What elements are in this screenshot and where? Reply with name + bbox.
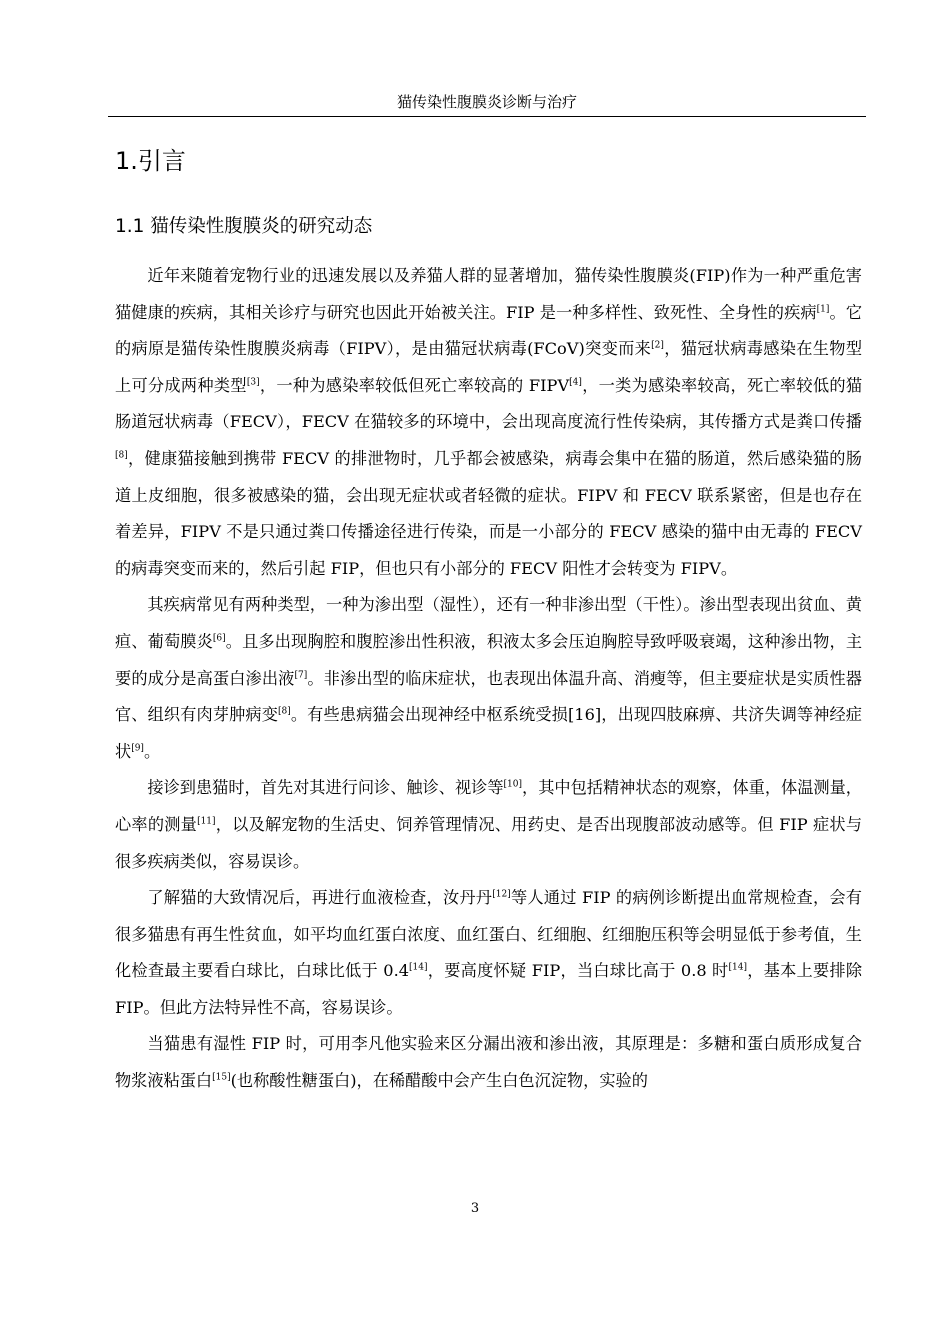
citation-marker: [3] [246,377,260,388]
citation-marker: [11] [197,816,216,827]
paragraph-text: ，其中包括精神状态的观察，体重，体温测量，心率的测量 [115,778,862,834]
paragraph-text: ，健康猫接触到携带 FECV 的排泄物时，几乎都会被感染，病毒会集中在猫的肠道，然后感染猫的肠道上皮细胞，很多被感染的猫，会出现无症状或者轻微的症状。FIPV 和 FECV 联系紧密，但是也存在着差异，FIPV 不是只通过粪口传播途径进行传染，而是一小部分的 FECV 感染的猫中由无毒的 FECV 的病毒突变而来的，然后引起 FIP，但也只有小部分的 FECV 阳性才会转变为 FIPV。 [115,448,862,578]
paragraph-text: ，要高度怀疑 FIP，当白球比高于 0.8 时 [427,961,729,981]
subsection-heading: 1.1 猫传染性腹膜炎的研究动态 [115,216,373,237]
citation-marker: [8] [115,450,128,461]
paragraph-text: 。且多出现胸腔和腹腔渗出性积液，积液太多会压迫胸腔导致呼吸衰竭，这种渗出物，主要的成分是高蛋白渗出液 [115,631,863,688]
paragraph-text: 。有些患病猫会出现神经中枢系统受损[16]，出现四肢麻痹、共济失调等神经症状 [115,705,862,761]
paragraph-text: 接诊到患猫时，首先对其进行问诊、触诊、视诊等 [147,778,504,798]
citation-marker: [2] [651,340,664,351]
section-heading: 1.引言 [115,147,186,175]
paragraph-text: 其疾病常见有两种类型，一种为渗出型（湿性），还有一种非渗出型（干性）。渗出型表现出贫血、黄疸、葡萄膜炎 [115,595,862,651]
paragraph-text: 等人通过 FIP 的病例诊断提出血常规检查，会有很多猫患有再生性贫血，如平均血红蛋白浓度、血红蛋白、红细胞、红细胞压积等会明显低于参考值，生化检查最主要看白球比，白球比低于 0.4 [115,888,862,981]
paragraph-text: 了解猫的大致情况后，再进行血液检查，汝丹丹 [147,888,493,908]
paragraph-text: ，猫冠状病毒感染在生物型上可分成两种类型 [115,339,863,395]
paragraph-2 [115,587,862,770]
paragraph-text: 近年来随着宠物行业的迅速发展以及养猫人群的显著增加，猫传染性腹膜炎(FIP)作为一种严重危害猫健康的疾病，其相关诊疗与研究也因此开始被关注。FIP 是一种多样性、致死性、全身性的疾病 [115,266,862,322]
paragraph-text: ，一种为感染率较低但死亡率较高的 FIPV [259,375,570,395]
paragraph-text: 。它的病原是猫传染性腹膜炎病毒（FIPV），是由猫冠状病毒(FCoV)突变而来 [115,302,863,359]
paragraph-1 [115,258,862,587]
citation-marker: [9] [131,743,144,754]
page-number: 3 [470,1201,480,1216]
citation-marker: [15] [212,1072,231,1083]
paragraph-3 [115,770,862,880]
paragraph-text: ，以及解宠物的生活史、饲养管理情况、用药史、是否出现腹部波动感等。但 FIP 症状与很多疾病类似，容易误诊。 [115,814,863,871]
paragraph-4 [115,880,862,1026]
citation-marker: [10] [503,779,523,790]
paragraph-text: ，基本上要排除 FIP。但此方法特异性不高，容易误诊。 [115,961,863,1017]
body-text [115,258,862,1100]
citation-marker: [4] [569,377,582,388]
paragraph-5 [115,1026,862,1099]
paragraph-text: 。非渗出型的临床症状，也表现出体温升高、消瘦等，但主要症状是实质性器官、组织有肉芽肿病变 [115,668,862,725]
citation-marker: [6] [212,633,226,644]
running-header: 猫传染性腹膜炎诊断与治疗 [108,92,866,117]
citation-marker: [8] [278,706,291,717]
citation-marker: [7] [294,670,308,681]
paragraph-text: (也称酸性糖蛋白)，在稀醋酸中会产生白色沉淀物，实验的 [230,1071,648,1091]
citation-marker: [12] [492,889,511,900]
citation-marker: [14] [728,962,747,973]
citation-marker: [14] [409,962,428,973]
paragraph-text: ，一类为感染率较高，死亡率较低的猫肠道冠状病毒（FECV），FECV 在猫较多的环境中，会出现高度流行性传染病，其传播方式是粪口传播 [115,375,863,432]
paragraph-text: 当猫患有湿性 FIP 时，可用李凡他实验来区分漏出液和渗出液，其原理是：多糖和蛋白质形成复合物浆液粘蛋白 [115,1034,862,1091]
paragraph-text: 。 [143,741,161,761]
citation-marker: [1] [816,304,830,315]
